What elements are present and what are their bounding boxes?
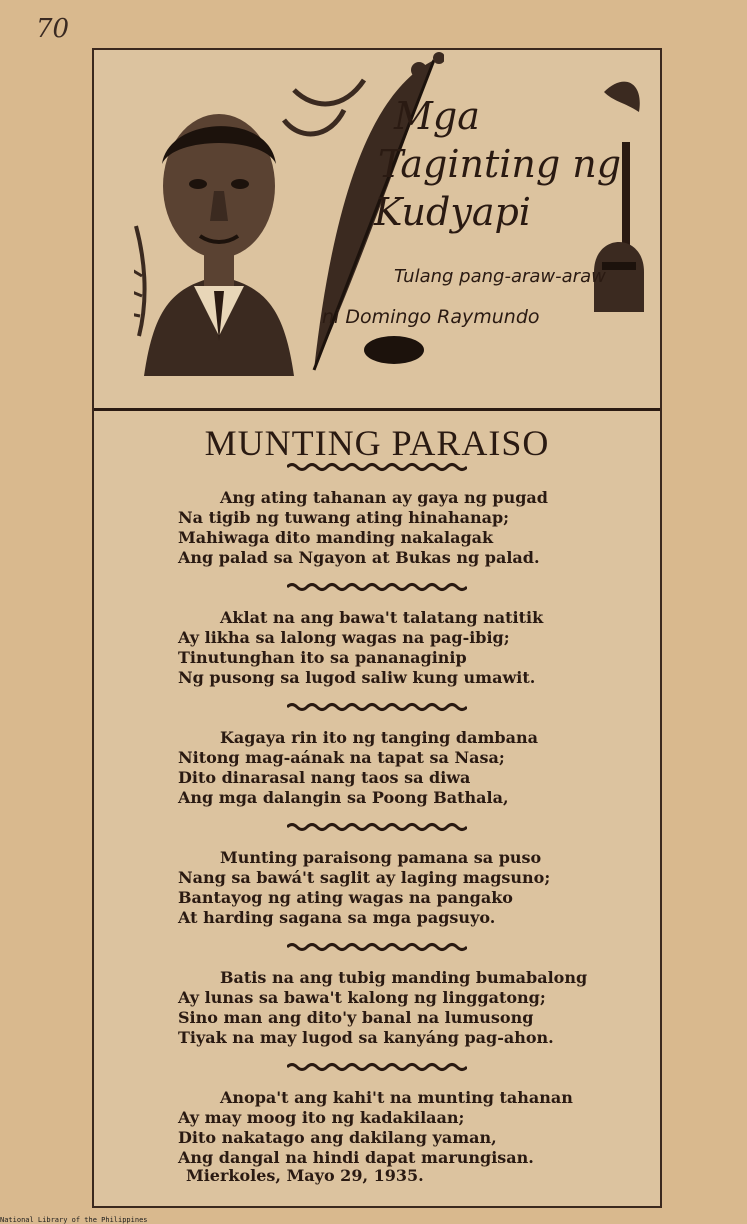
verse-line: Ay likha sa lalong wagas na pag-ibig; [178, 628, 510, 647]
stanza [178, 608, 660, 688]
verse-line: Ang palad sa Ngayon at Bukas ng palad. [178, 548, 540, 567]
wavy-divider [94, 462, 660, 476]
verse-line: Bantayog ng ating wagas na pangako [178, 888, 513, 907]
clipping-header [94, 50, 660, 411]
verse-line: Kagaya rin ito ng tanging dambana [220, 728, 538, 747]
verse-line: Dito dinarasal nang taos sa diwa [178, 768, 471, 787]
series-title-line: Kudyapi [374, 190, 531, 234]
series-title [374, 92, 621, 236]
wavy-divider [94, 1062, 660, 1076]
verse-line: Batis na ang tubig manding bumabalong [220, 968, 588, 987]
poem-body [94, 462, 660, 1182]
author-byline: ni Domingo Raymundo [322, 306, 540, 328]
library-credit: National Library of the Philippines [0, 1216, 148, 1224]
verse-line: Dito nakatago ang dakilang yaman, [178, 1128, 497, 1147]
series-title-line: Mga [394, 94, 480, 138]
verse-line: Nitong mag-aának na tapat sa Nasa; [178, 748, 505, 767]
stanza [178, 488, 660, 568]
wavy-divider [94, 822, 660, 836]
verse-line: Na tigib ng tuwang ating hinahanap; [178, 508, 510, 527]
poem-title: MUNTING PARAISO [204, 423, 550, 463]
series-subtitle: Tulang pang-araw-araw [394, 266, 606, 287]
verse-line: Ang mga dalangin sa Poong Bathala, [178, 788, 509, 807]
verse-line: At harding sagana sa mga pagsuyo. [178, 908, 496, 927]
stanza [178, 968, 660, 1048]
verse-line: Tiyak na may lugod sa kanyáng pag-ahon. [178, 1028, 554, 1047]
verse-line: Munting paraisong pamana sa puso [220, 848, 542, 867]
stanza [178, 848, 660, 928]
verse-line: Sino man ang dito'y banal na lumusong [178, 1008, 534, 1027]
verse-line: Ay lunas sa bawa't kalong ng linggatong; [178, 988, 546, 1007]
verse-line: Ng pusong sa lugod saliw kung umawit. [178, 668, 536, 687]
verse-line: Ay may moog ito ng kadakilaan; [178, 1108, 465, 1127]
wavy-divider [94, 582, 660, 596]
verse-line: Tinutunghan ito sa pananaginip [178, 648, 467, 667]
verse-line: Ang ating tahanan ay gaya ng pugad [220, 488, 548, 507]
verse-line: Mahiwaga dito manding nakalagak [178, 528, 494, 547]
verse-line: Anopa't ang kahi't na munting tahanan [220, 1088, 573, 1107]
stanza [178, 728, 660, 808]
verse-line: Ang dangal na hindi dapat marungisan. [178, 1148, 534, 1167]
verse-line: Aklat na ang bawa't talatang natitik [220, 608, 544, 627]
stanza [178, 1088, 660, 1168]
page-number: 70 [36, 14, 70, 44]
verse-line: Nang sa bawá't saglit ay laging magsuno; [178, 868, 551, 887]
newspaper-clipping [92, 48, 662, 1208]
wavy-divider [94, 942, 660, 956]
dateline: Mierkoles, Mayo 29, 1935. [186, 1166, 424, 1185]
series-title-line: Taginting ng [378, 142, 622, 186]
wavy-divider [94, 702, 660, 716]
